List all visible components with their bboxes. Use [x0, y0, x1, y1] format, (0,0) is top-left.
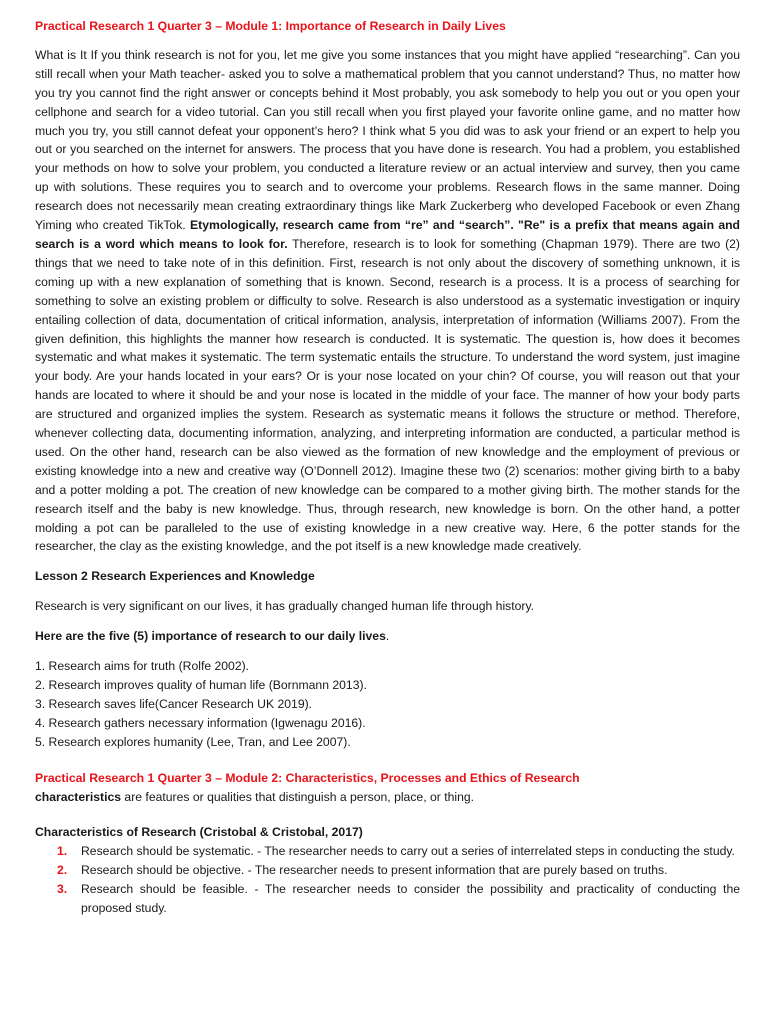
- characteristics-heading: Characteristics of Research (Cristobal & Cristobal, 2017): [35, 825, 363, 840]
- definition-text: are features or qualities that distinguish a person, place, or thing.: [121, 789, 475, 804]
- module1-para-part1: What is It If you think research is not for you, let me give you some instances that you might have applied “researching”. Can you still recall when your Math teacher- asked you to solve a mathematical problem that you cannot understand? Thus, no matter how you try you cannot find the right answer or concepts behind it Most probably, you ask somebody to help you out or you open your cellphone and search for a video tutorial. Can you still recall when you first played your favorite online game, and no matter how much you try, you still cannot defeat your opponent’s hero? I think what 5 you did was to ask your friend or an expert to help you out or you searched on the internet for answers. The process that you have done is research. You had a problem, you established your methods on how to solve your problem, you conducted a literature review or an actual interview and survey, then you came up with solutions. These requires you to search and to overcome your problems. Research flows in the same manner. Doing research does not necessarily mean creating extraordinary things like Mark Zuckerberg who developed Facebook or even Zhang Yiming who created TikTok.: [35, 47, 740, 233]
- characteristics-list: [35, 842, 740, 918]
- definition-term: characteristics: [35, 789, 122, 804]
- importance-item-4: 4. Research gathers necessary information (Igwenagu 2016).: [35, 715, 366, 730]
- module1-title: Practical Research 1 Quarter 3 – Module 1: Importance of Research in Daily Lives: [35, 19, 506, 33]
- characteristic-item-2: [35, 861, 740, 880]
- importance-item-1: 1. Research aims for truth (Rolfe 2002).: [35, 659, 250, 674]
- importance-item-2: 2. Research improves quality of human life (Bornmann 2013).: [35, 678, 367, 692]
- module1-para-part2: Therefore, research is to look for something (Chapman 1979). There are two (2) things that we need to take note of in this definition. First, research is not only about the discovery of something unknown, it is coming up with a new explanation of something that is known. Second, research is a process. It is a process of searching for something to solve an existing problem or difficulty to solve. Research is also understood as a systematic investigation or inquiry entailing collection of data, documentation of critical information, analysis, interpretation of information (Williams 2007). From the given definition, this highlights the manner how research is conducted. It is systematic. The question is, how does it becomes systematic and what makes it systematic. The term systematic entails the structure. To understand the word system, just imagine your body. Are your hands located in your ears? Or is your nose located on your chin? Of course, you will reason out that your hands are located to where it should be and your nose is located in the middle of your face. The manner of how your body parts are structured and organized implies the system. Research as systematic means it follows the structure or method. Therefore, whenever collecting data, documenting information, analyzing, and interpreting information are conducted, a particular method is used. On the other hand, research can be also viewed as the formation of new knowledge and the employment of previous or existing knowledge into a new and creative way (O’Donnell 2012). Imagine these two (2) scenarios: mother giving birth to a baby and a potter molding a pot. The creation of new knowledge can be compared to a mother giving birth. The mother stands for the research itself and the baby is new knowledge. Thus, through research, new knowledge is born. On the other hand, a potter molding a pot can be paralleled to the use of existing knowledge in a new creative way. Here, 6 the potter stands for the researcher, the clay as the existing knowledge, and the pot itself is a new knowledge made creatively.: [35, 236, 740, 554]
- characteristic-number: 1.: [57, 844, 68, 859]
- characteristic-text: Research should be feasible. - The researcher needs to consider the possibility and practicality of conducting the proposed study.: [81, 882, 740, 916]
- importance-heading: Here are the five (5) importance of research to our daily lives: [35, 629, 386, 644]
- importance-list: [35, 657, 740, 752]
- importance-heading-period: .: [385, 629, 390, 644]
- characteristic-text: Research should be systematic. - The researcher needs to carry out a series of interrelated steps in conducting the study.: [81, 844, 735, 859]
- characteristic-number: 2.: [57, 863, 68, 878]
- importance-item-5: 5. Research explores humanity (Lee, Tran, and Lee 2007).: [35, 734, 351, 749]
- characteristic-item-3: [35, 880, 740, 918]
- module1-body-paragraph: [35, 46, 740, 556]
- importance-heading-line: [35, 627, 740, 646]
- etymology-definition: Etymologically, research came from “re” and “search”. "Re" is a prefix that means again and search is a word which means to look for.: [35, 218, 741, 251]
- characteristic-item-1: [35, 842, 740, 861]
- lesson2-intro: Research is very significant on our lives, it has gradually changed human life through history.: [35, 599, 535, 614]
- lesson2-title: Lesson 2 Research Experiences and Knowledge: [35, 569, 315, 584]
- module2-title: Practical Research 1 Quarter 3 – Module 2: Characteristics, Processes and Ethics of Research: [35, 770, 580, 785]
- importance-item-3: 3. Research saves life(Cancer Research UK 2019).: [35, 696, 313, 711]
- characteristic-text: Research should be objective. - The researcher needs to present information that are purely based on truths.: [81, 863, 668, 878]
- characteristic-number: 3.: [57, 882, 68, 897]
- characteristics-definition: [35, 788, 740, 807]
